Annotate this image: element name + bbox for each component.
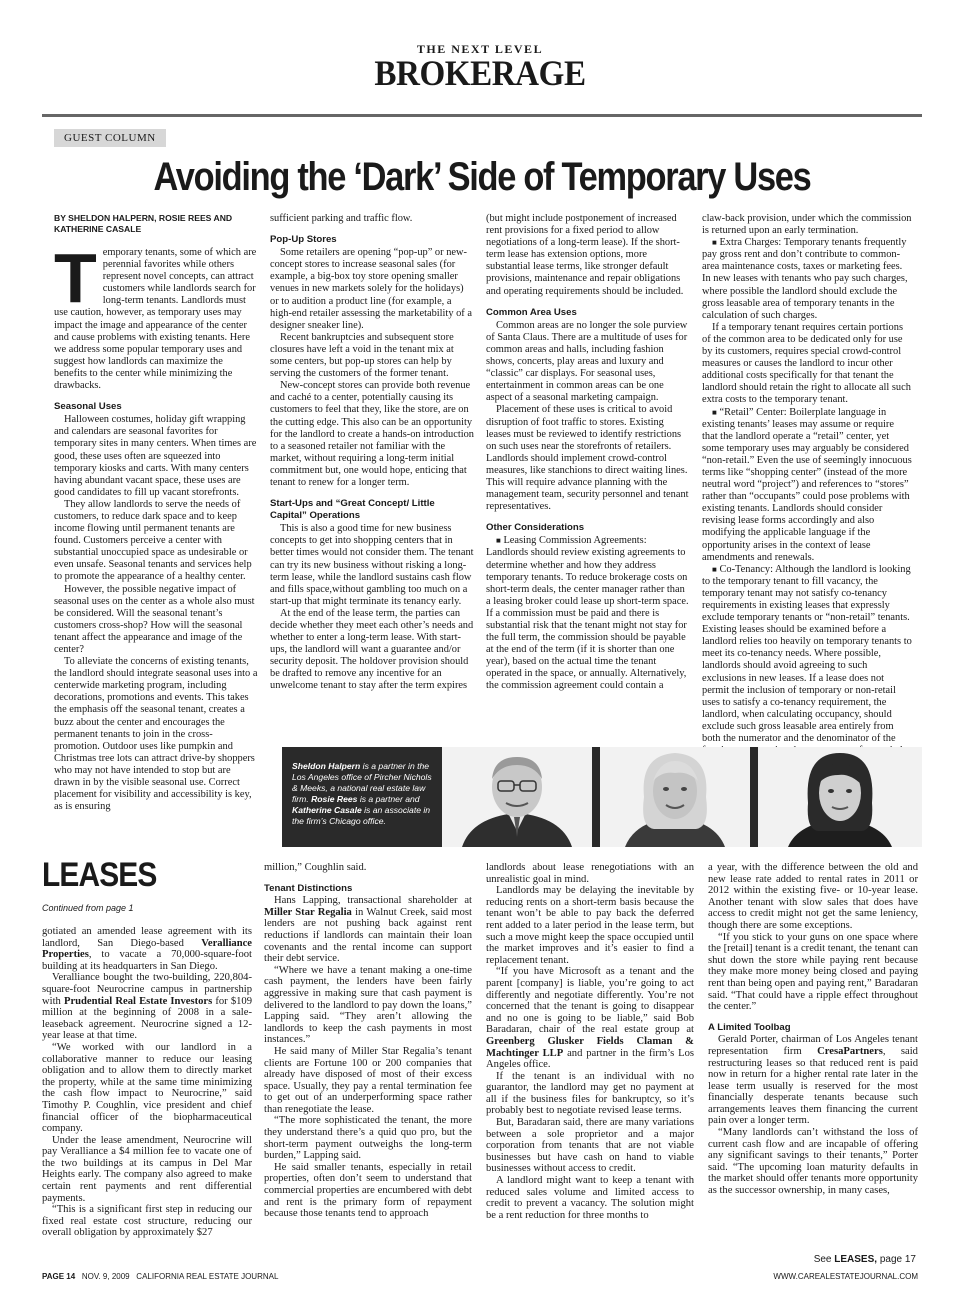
jump-line: [814, 1254, 916, 1265]
text: “If you have Microsoft as a tenant and the parent [company] is liable, you’re going to act differently and negotiate differently. You’re not concerned that the tenant is going to disappear and no one is going to be liable,” said Bob Baradaran, chair of the real estate group at: [486, 966, 694, 1036]
text: in Walnut Creek, said most lenders are not pushing back against rent reductions if landlords can maintain their loan covenants and the rental income can support their debt service.: [264, 906, 472, 965]
paragraph: [702, 237, 912, 322]
text: , to vacate a 70,000-square-foot building at its headquarters in San Diego.: [42, 949, 252, 972]
subhead-seasonal: Seasonal Uses: [54, 401, 122, 413]
paragraph: (but might include postponement of increased rent provisions for a fixed period to allow negotiations of a long-term lease). If the short-term lease has extension options, more substantial lease terms, like stronger default provisions, maintenance and repair obligations and operating requirements should be included.: [486, 213, 684, 297]
company-name: Greenberg Glusker Fields Claman & Machtinger LLP: [486, 1035, 694, 1059]
dropcap: T: [54, 239, 97, 317]
paragraph: [702, 564, 912, 770]
bullet-icon: ■: [712, 564, 717, 574]
company-name: Prudential Real Estate Investors: [63, 995, 213, 1007]
paragraph-text: Co-Tenancy: Although the landlord is looking to the temporary tenant to fill vacancy, the temporary tenant may not satisfy co-tenancy requirements in existing leases that expressly exclude temporary tenants or “non-retail” tenants. Existing leases should be examined before a landlord relies too heavily on temporary tenants to meet its co-tenancy needs. Where possible, landlords should avoid agreeing to such exclusions in new leases. If a lease does not permit the inclusion of temporary or non-retail uses to satisfy a co-tenancy requirement, the landlord, when calculating occupancy, should exclude such gross leasable area entirely from both the numerator and the denominator of the: [702, 563, 912, 745]
company-name: Miller Star Regalia: [264, 906, 352, 918]
paragraph: [708, 1034, 918, 1127]
subhead-startups: Start-Ups and “Great Concept/ Little Capital” Operations: [270, 498, 435, 522]
masthead-title: BROKERAGE: [374, 53, 586, 93]
paragraph: This is also a good time for new business concepts to get into shopping centers that in better times would not consider them. The tenant can try its new business without risking a long-term lease, while the landlord sustains cash flow and fills space,without gambling too much on a start-up that might terminate its tenancy early.: [270, 523, 474, 607]
issue-date: NOV. 9, 2009: [81, 1272, 130, 1281]
paragraph: Common areas are no longer the sole purview of Santa Claus. There are a multitude of uses for common areas and halls, including fashion shows, concerts, play areas and luxury and “classic” car displays. For seasonal uses, entertainment in common areas can be one aspect of a seasonal marketing campaign.: [486, 319, 688, 404]
article-headline: Avoiding the ‘Dark’ Side of Temporary Uses: [153, 155, 811, 199]
bullet-icon: ■: [712, 407, 717, 417]
text: page 17: [877, 1254, 916, 1265]
subhead-limited-toolbag: A Limited Toolbag: [708, 1021, 791, 1033]
leases-column-1: [42, 926, 252, 1266]
paragraph: sufficient parking and traffic flow.: [270, 213, 413, 224]
text: Veralliance bought the two-building, 220,804-square-foot Neurocrine campus in partnership with: [42, 972, 252, 1007]
paragraph: New-concept stores can provide both revenue and caché to a center, potentially causing its customers to feel that they, like the store, are on the cutting edge. This also can be an opportunity for the landlord to create a hands-on introduction to a seasoned retailer not familiar with the market, without requiring a long-term initial commitment but, one would hope, enticing that tenant to renew for a longer term.: [270, 380, 474, 488]
company-name: CresaPartners: [817, 1045, 883, 1057]
paragraph: [702, 407, 912, 564]
bullet-icon: ■: [496, 536, 501, 546]
jump-target: LEASES,: [834, 1254, 878, 1265]
author-bio-box: [282, 747, 922, 847]
paragraph: “Many landlords can’t withstand the loss of current cash flow and are incapable of offering any significant savings to their tenants,” Porter said. “The upcoming loan maturity defaults in the market should offer tenants more opportunity as the successor ownership, in many cases,: [708, 1127, 918, 1197]
text: , said restructuring leases so that reduced rent is paid now in return for a higher rental rate later in the lease term usually is reserved for the most financially desperate tenants because such arrangements leaves them financing the current pain over a longer term.: [708, 1045, 918, 1127]
leases-title: LEASES: [42, 856, 157, 894]
paragraph: “We worked with our landlord in a collaborative manner to reduce our leasing obligation and to allow them to directly market the property, while at the same time minimizing the cash flow impact to Neurocrine,” said Timothy P. Coughlin, vice president and chief financial officer of the biopharmaceutical company.: [42, 1041, 252, 1135]
paragraph: Halloween costumes, holiday gift wrapping and calendars are seasonal favorites for temporary sites in many centers. When times are good, these uses often are squeezed into temporary kiosks and carts. With many centers having abundant vacant space, these uses are good candidates to fill up vacant storefronts.: [54, 414, 257, 498]
author-photo-halpern: [442, 747, 592, 847]
masthead-kicker: THE NEXT LEVEL: [416, 42, 544, 56]
footer-left: [42, 1272, 278, 1281]
paragraph-text: Leasing Commission Agreements: Landlords should review existing agreements to determine whether and how they address temporary tenants. To reduce brokerage costs on short-term deals, the center manager rather than a leasing broker could lease up short-term space. If a commission must be paid and there is substantial risk that the tenant might not stay for the full term, the commission should be payable at the end of the term (if it is shorter than one year), based on the actual time the tenant operated in the space, or annually. Alternatively, the commission agreement could contain a: [486, 535, 689, 692]
paragraph: Landlords may be delaying the inevitable by reducing rents on a short-term basis because the tenant won’t be able to pay back the deferred rent added to a later period in the lease term, but such a move might keep the space occupied until the market improves and it’s easier to find a replacement tenant.: [486, 885, 694, 966]
paragraph: Some retailers are opening “pop-up” or new-concept stores to increase seasonal sales (for example, a big-box toy store opening smaller venues in new markets solely for the holidays) or to audition a product line (for example, a high-end retailer assessing the marketability of a designer sneaker line).: [270, 247, 472, 331]
paragraph: To alleviate the concerns of existing tenants, the landlord should integrate seasonal uses into a centerwide marketing program, including decorations, promotions and events. This takes the emphasis off the seasonal tenant, creates a buzz about the center and encourages the permanent tenants to join in the cross-promotion. Outdoor uses like pumpkin and Christmas tree lots can attract drive-by shoppers who may not have intended to stop but are drawn in by the visible seasonal use. Correct placement for visibility and accessibility is key, as is ensuring: [54, 656, 258, 813]
continued-note: Continued from page 1: [42, 903, 134, 913]
text: See: [813, 1254, 835, 1265]
page-footer: [42, 1272, 918, 1281]
paragraph: He said many of Miller Star Regalia’s tenant clients are Fortune 100 or 200 companies that already have disposed of most of their excess space. Usually, they pay a rental termination fee to get out of an underperforming space rather than renegotiate the lease.: [264, 1045, 472, 1115]
author-name: Sheldon Halpern: [292, 761, 361, 771]
subhead-tenant-distinctions: Tenant Distinctions: [264, 882, 353, 894]
guest-column: [42, 114, 922, 846]
paragraph: claw-back provision, under which the commission is returned upon an early termination.: [702, 213, 912, 237]
paragraph: But, Baradaran said, there are many variations between a sole proprietor and a major corporation from tenants that are not viable businesses but have cash on hand to viable businesses without access to credit.: [486, 1117, 694, 1175]
company-name: Veralliance Properties: [42, 937, 252, 961]
paragraph: Recent bankruptcies and subsequent store closures have left a void in the tenant mix at some centers, but pop-up stores can help by serving the customers of the former tenant.: [270, 331, 454, 380]
paragraph: “This is a significant first step in reducing our fixed real estate cost structure, reducing our overall obligation by approximately $27: [42, 1204, 252, 1239]
paragraph: million,” Coughlin said.: [264, 862, 367, 873]
bio-text: is a partner and: [357, 794, 420, 804]
paragraph: However, the possible negative impact of seasonal uses on the center as a whole also must be considered. Will the seasonal tenant’s customers cross-shop? How will the seasonal tenant affect the appearance and image of the center?: [54, 583, 255, 655]
paragraph: [42, 926, 252, 972]
paragraph: [264, 895, 472, 965]
author-name: Rosie Rees: [311, 794, 358, 804]
guest-column-2: [270, 213, 474, 733]
leases-column-4: [708, 862, 918, 1250]
text: gotiated an amended lease agreement with its landlord, San Diego-based: [42, 926, 252, 949]
paragraph: [486, 535, 690, 692]
paragraph: [42, 972, 252, 1042]
text: Gerald Porter, chairman of Los Angeles tenant representation firm: [708, 1034, 918, 1057]
paragraph: They allow landlords to serve the needs of customers, to reduce dark space and to keep income flowing until permanent tenants are found. Customers perceive a center with substantial unoccupied space as undesirable or even unsafe. Seasonal tenants and services help to promote the appearance of a healthy center.: [54, 498, 252, 583]
paragraph: “If you stick to your guns on one space where the [retail] tenant is a credit tenant, the tenant can shut down the store while paying rent because they make more money being closed and paying rent than being open and paying rent,” Baradaran said. “That could have a ripple effect throughout the center.”: [708, 931, 918, 1013]
paragraph-text: “Retail” Center: Boilerplate language in existing tenants’ leases may assume or require that the landlord operate a “retail” center, yet some temporary uses may arguably be considered “non-retail.” Even the use of seemingly innocuous terms like “shopping center” (instead of the more neutral word “project”) and references to “stores” rather than “occupants” could pose problems with existing tenants. Landlords should consider revising lease forms accordingly and also modifying the applicable language if the opportunity arises in the context of lease amendments and renewals.: [702, 406, 912, 563]
author-bio: [292, 761, 437, 827]
paragraph: a year, with the difference between the old and new lease rate added to rental rates in 2011 or 2012 within the existing five- or 10-year lease. Another tenant with slow sales that does have access to credit might not get the same leniency, though there are some exceptions.: [708, 862, 918, 931]
paragraph: landlords about lease renegotiations with an unrealistic goal in mind.: [486, 862, 694, 885]
paragraph: If the tenant is an individual with no guarantor, the landlord may get no payment at all if the business files for bankruptcy, so it’s probably best to negotiate revised lease terms.: [486, 1070, 694, 1117]
paragraph: Under the lease amendment, Neurocrine will pay Veralliance a $4 million fee to vacate one of the two buildings at its campus in Del Mar Heights early. The company also agreed to make certain rent payments and rent differential payments.: [42, 1134, 252, 1204]
paragraph: Placement of these uses is critical to avoid disruption of foot traffic to stores. Existing leases must be reviewed to identify restrictions on such uses near the storefronts of retailers. Landlords should implement crowd-control measures, like stanchions to direct waiting lines. This will require advance planning with the management team, security personnel and tenant representatives.: [486, 404, 689, 513]
subhead-other: Other Considerations: [486, 522, 585, 534]
bio-text: is a partner in the Los Angeles office of Pircher Nichols & Meeks, a national real estate law firm.: [292, 761, 432, 804]
paragraph: “Where we have a tenant making a one-time cash payment, the lenders have been fairly aggressive in making sure that cash payment is delivered to the landlord to pay down the loans,” Lapping said. “They aren’t allowing the landlords to keep the cash payments in most instances.”: [264, 964, 472, 1046]
text: for $109 million at the beginning of 2008 in a sale-leaseback agreement. Neurocrine signed a 12-year lease at that time.: [42, 995, 252, 1042]
section-tag: GUEST COLUMN: [54, 129, 166, 147]
text: Hans Lapping, transactional shareholder at: [274, 895, 472, 907]
footer-url: WWW.CAREALESTATEJOURNAL.COM: [773, 1272, 918, 1281]
leases-column-2: [264, 862, 472, 1268]
paragraph: He said smaller tenants, especially in retail properties, often don’t seem to understand that commercial properties are encumbered with debt and rent is the primary form of repayment because those tenants tend to approach: [264, 1161, 472, 1220]
paragraph: “The more sophisticated the tenant, the more they understand there’s a quid quo pro, but the short-term payment outweighs the long-term burden,” Lapping said.: [264, 1115, 472, 1162]
masthead: [0, 42, 960, 93]
bio-text: is an associate in the firm’s Chicago office.: [292, 805, 431, 826]
intro-paragraph: emporary tenants, some of which are perennial favorites while others represent novel concepts, can attract customers while landlords search for long-term tenants. Landlords must use caution, however, as temporary uses may impact the image and appearance of the center and cause problems with existing tenants. Here we address some popular temporary uses and suggest how landlords can maximize the benefits to the center while minimizing the drawbacks.: [54, 247, 257, 392]
author-photo-casale: [758, 747, 922, 847]
paragraph: At the end of the lease term, the parties can decide whether they meet each other’s needs and whether to enter a long-term lease. With start-ups, the landlord will want a guarantee and/or security deposit. The holdover provision should be drafted to remove any incentive for an unwelcome tenant to stay after the term expires: [270, 607, 474, 692]
paragraph: A landlord might want to keep a tenant with reduced sales volume and limited access to credit to prevent a vacancy. The solution might be a rent reduction for three months to: [486, 1175, 694, 1221]
author-name: Katherine Casale: [292, 805, 362, 815]
paragraph-text: Extra Charges: Temporary tenants frequently pay gross rent and don’t contribute to common-area maintenance costs, taxes or marketing fees. In new leases with tenants who pay such charges, where possible the landlord should exclude the gross leasable area of temporary tenants in the calculation of such charges.: [702, 237, 908, 321]
page-number: PAGE 14: [42, 1272, 76, 1281]
publication-name: CALIFORNIA REAL ESTATE JOURNAL: [136, 1272, 279, 1281]
text: and partner in the firm’s Los Angeles office.: [486, 1047, 694, 1071]
bullet-icon: ■: [712, 238, 717, 248]
subhead-common: Common Area Uses: [486, 306, 577, 318]
paragraph: If a temporary tenant requires certain portions of the common area to be dedicated only for use by its customers, requires special crowd-control measures or causes the landlord to incur other additional costs specifically for that tenant the landlord should retain the right to allocate all such extra costs to the temporary tenant.: [702, 321, 911, 406]
guest-column-1: [54, 213, 258, 843]
leases-column-3: [486, 862, 694, 1268]
guest-column-3: [486, 213, 690, 733]
byline: BY SHELDON HALPERN, ROSIE REES AND KATHERINE CASALE: [54, 213, 233, 234]
paragraph: [486, 966, 694, 1070]
author-photo-rees: [600, 747, 750, 847]
subhead-popup: Pop-Up Stores: [270, 234, 337, 246]
